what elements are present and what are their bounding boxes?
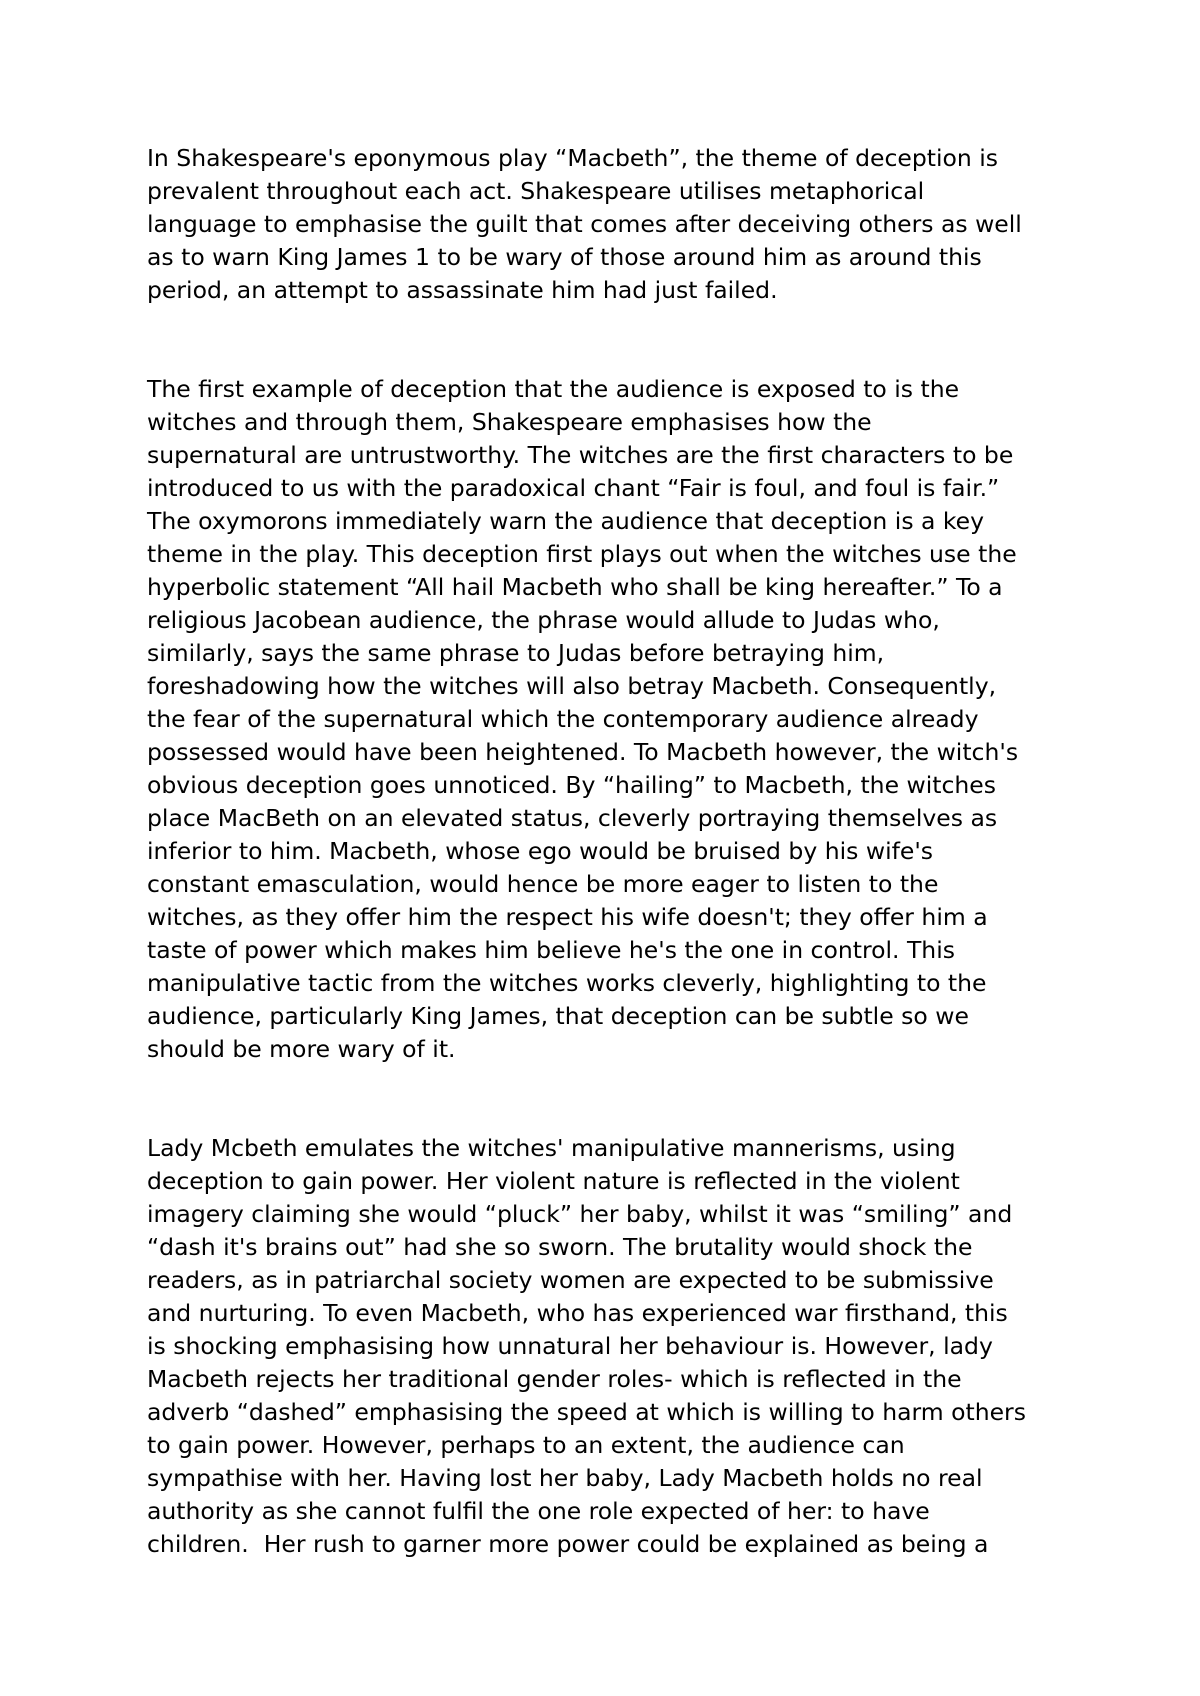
text-line: children. Her rush to garner more power could be explained as being a xyxy=(147,1530,989,1558)
text-line: constant emasculation, would hence be more eager to listen to the xyxy=(147,870,939,898)
text-line: the fear of the supernatural which the contemporary audience already xyxy=(147,705,979,733)
text-line: authority as she cannot fulfil the one role expected of her: to have xyxy=(147,1497,930,1525)
text-line: supernatural are untrustworthy. The witches are the first characters to be xyxy=(147,441,1014,469)
text-line: to gain power. However, perhaps to an extent, the audience can xyxy=(147,1431,905,1459)
text-line: witches, as they offer him the respect his wife doesn't; they offer him a xyxy=(147,903,988,931)
text-line: obvious deception goes unnoticed. By “hailing” to Macbeth, the witches xyxy=(147,771,996,799)
text-line: imagery claiming she would “pluck” her baby, whilst it was “smiling” and xyxy=(147,1200,1013,1228)
paragraph-intro xyxy=(147,142,1067,307)
text-line: as to warn King James 1 to be wary of those around him as around this xyxy=(147,243,982,271)
paragraph-lady-macbeth xyxy=(147,1132,1067,1561)
text-line: similarly, says the same phrase to Judas before betraying him, xyxy=(147,639,885,667)
text-line: possessed would have been heightened. To Macbeth however, the witch's xyxy=(147,738,1019,766)
text-line: period, an attempt to assassinate him had just failed. xyxy=(147,276,778,304)
paragraph-witches xyxy=(147,373,1067,1066)
paragraph-spacer xyxy=(147,1066,1067,1132)
text-line: Macbeth rejects her traditional gender roles- which is reflected in the xyxy=(147,1365,962,1393)
text-line: The first example of deception that the audience is exposed to is the xyxy=(147,375,960,403)
essay-body xyxy=(147,142,1067,1561)
text-line: prevalent throughout each act. Shakespeare utilises metaphorical xyxy=(147,177,925,205)
text-line: foreshadowing how the witches will also betray Macbeth. Consequently, xyxy=(147,672,997,700)
text-line: introduced to us with the paradoxical chant “Fair is foul, and foul is fair.” xyxy=(147,474,1000,502)
text-line: In Shakespeare's eponymous play “Macbeth”, the theme of deception is xyxy=(147,144,999,172)
text-line: readers, as in patriarchal society women are expected to be submissive xyxy=(147,1266,994,1294)
text-line: taste of power which makes him believe he's the one in control. This xyxy=(147,936,955,964)
text-line: witches and through them, Shakespeare emphasises how the xyxy=(147,408,872,436)
text-line: place MacBeth on an elevated status, cleverly portraying themselves as xyxy=(147,804,998,832)
text-line: religious Jacobean audience, the phrase would allude to Judas who, xyxy=(147,606,940,634)
text-line: The oxymorons immediately warn the audience that deception is a key xyxy=(147,507,985,535)
text-line: adverb “dashed” emphasising the speed at which is willing to harm others xyxy=(147,1398,1026,1426)
text-line: is shocking emphasising how unnatural her behaviour is. However, lady xyxy=(147,1332,993,1360)
text-line: sympathise with her. Having lost her baby, Lady Macbeth holds no real xyxy=(147,1464,983,1492)
text-line: hyperbolic statement “All hail Macbeth who shall be king hereafter.” To a xyxy=(147,573,1003,601)
text-line: should be more wary of it. xyxy=(147,1035,456,1063)
text-line: Lady Mcbeth emulates the witches' manipulative mannerisms, using xyxy=(147,1134,956,1162)
text-line: and nurturing. To even Macbeth, who has experienced war firsthand, this xyxy=(147,1299,1008,1327)
text-line: audience, particularly King James, that deception can be subtle so we xyxy=(147,1002,969,1030)
text-line: inferior to him. Macbeth, whose ego would be bruised by his wife's xyxy=(147,837,934,865)
text-line: “dash it's brains out” had she so sworn. The brutality would shock the xyxy=(147,1233,973,1261)
text-line: language to emphasise the guilt that comes after deceiving others as well xyxy=(147,210,1022,238)
text-line: deception to gain power. Her violent nature is reflected in the violent xyxy=(147,1167,960,1195)
text-line: manipulative tactic from the witches works cleverly, highlighting to the xyxy=(147,969,987,997)
text-line: theme in the play. This deception first plays out when the witches use the xyxy=(147,540,1017,568)
paragraph-spacer xyxy=(147,307,1067,373)
